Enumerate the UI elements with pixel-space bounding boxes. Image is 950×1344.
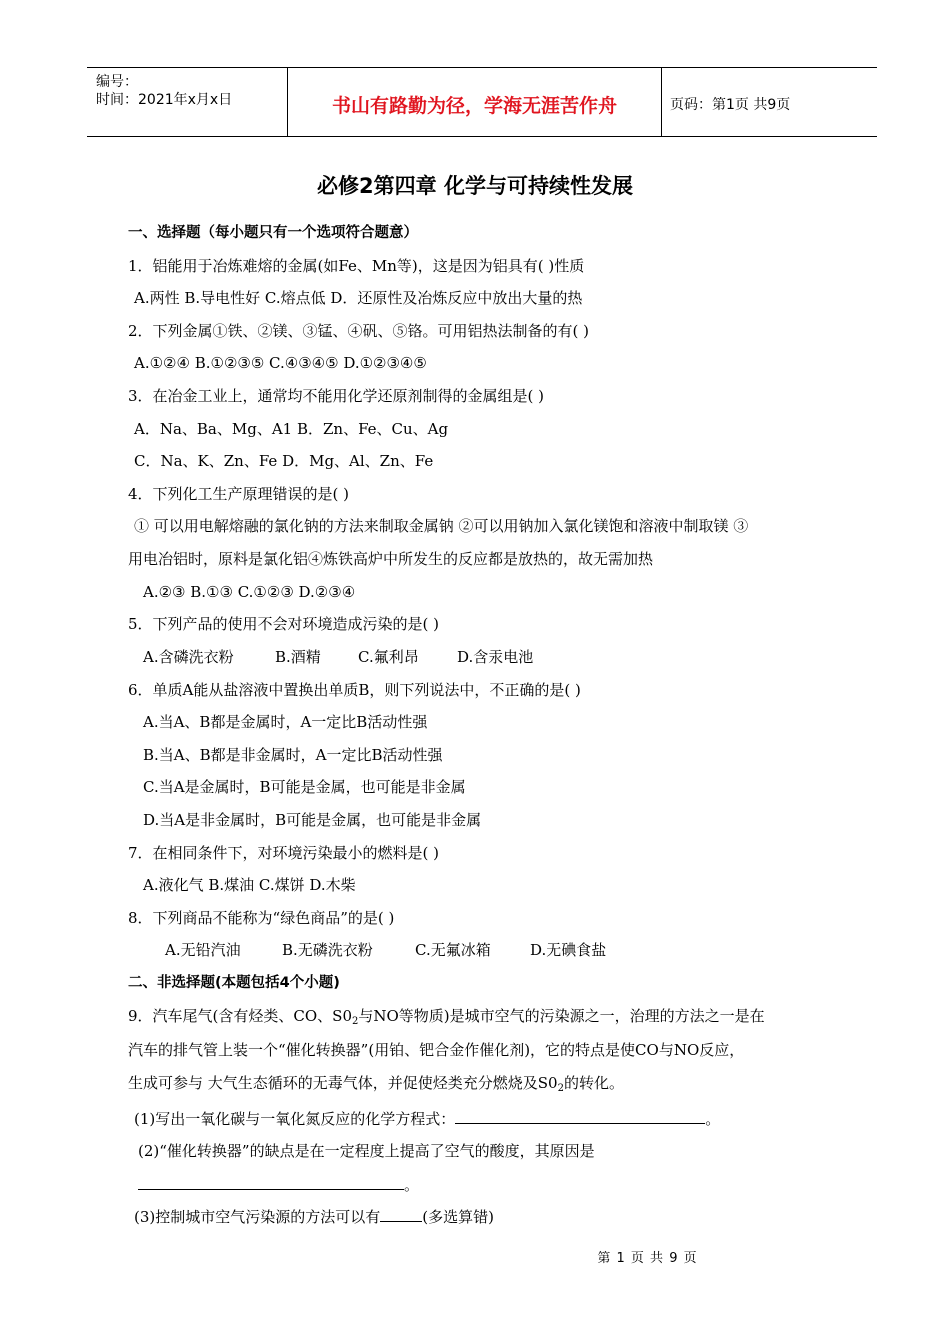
header-page-info: 页码：第1页 共9页 [670,96,791,113]
time-label: 时间：2021年x月x日 [96,92,233,108]
option-d: D.含汞电池 [457,648,534,666]
question-7-options: A.液化气 B.煤油 C.煤饼 D.木柴 [143,876,356,894]
text-fragment: (1)写出一氧化碳与一氧化氮反应的化学方程式： [134,1110,456,1128]
answer-blank[interactable] [380,1206,422,1222]
question-9-part-3 [134,1206,494,1227]
question-5-options [143,647,533,667]
text-fragment: 。 [705,1110,721,1128]
question-1-stem: 1．铝能用于冶炼难熔的金属(如Fe、Mn等)，这是因为铝具有( )性质 [128,257,585,275]
header-meta [87,68,287,136]
option-a: A.无铅汽油 [165,941,241,959]
answer-blank[interactable] [455,1108,705,1124]
header-divider [661,68,662,136]
subscript: 2 [352,1016,359,1027]
question-9-part-2-answer [138,1174,419,1195]
option-b: B.无磷洗衣粉 [282,941,373,959]
question-2-options: A.①②④ B.①②③⑤ C.④③④⑤ D.①②③④⑤ [134,354,427,372]
text-fragment: 9．汽车尾气(含有烃类、CO、S0 [128,1007,352,1025]
question-4-statements: 用电冶铝时，原料是氯化铝④炼铁高炉中所发生的反应都是放热的，故无需加热 [128,550,654,568]
answer-blank[interactable] [138,1174,404,1190]
page-footer: 第 1 页 共 9 页 [597,1251,698,1266]
question-9-text: 汽车的排气管上装一个“催化转换器”(用铂、钯合金作催化剂)，它的特点是使CO与NO反应， [128,1041,745,1059]
question-7-stem: 7．在相同条件下，对环境污染最小的燃料是( ) [128,844,440,862]
question-5-stem: 5．下列产品的使用不会对环境造成污染的是( ) [128,615,440,633]
text-fragment: 的转化。 [563,1074,624,1092]
question-8-stem: 8．下列商品不能称为“绿色商品”的是( ) [128,909,395,927]
question-4-stem: 4．下列化工生产原理错误的是( ) [128,485,350,503]
question-4-statements: ① 可以用电解熔融的氯化钠的方法来制取金属钠 ②可以用钠加入氯化镁饱和溶液中制取镁 ③ [134,517,749,535]
question-6-option-b: B.当A、B都是非金属时，A一定比B活动性强 [143,746,443,764]
question-9-text [128,1006,765,1026]
section-heading: 一、选择题（每小题只有一个选项符合题意） [128,225,418,241]
header-motto: 书山有路勤为径，学海无涯苦作舟 [331,95,617,117]
question-9-text [128,1073,624,1093]
question-8-options [165,940,606,960]
question-3-options: A．Na、Ba、Mg、A1 B．Zn、Fe、Cu、Ag [134,420,449,438]
option-a: A.含磷洗衣粉 [143,648,234,666]
question-6-option-a: A.当A、B都是金属时，A一定比B活动性强 [143,713,428,731]
option-c: C.氟利昂 [358,648,419,666]
text-fragment: (3)控制城市空气污染源的方法可以有 [134,1208,381,1226]
subscript: 2 [557,1083,564,1094]
question-6-option-d: D.当A是非金属时，B可能是金属，也可能是非金属 [143,811,482,829]
question-6-option-c: C.当A是金属时，B可能是金属，也可能是非金属 [143,778,466,796]
question-9-part-1 [134,1108,720,1129]
question-4-options: A.②③ B.①③ C.①②③ D.②③④ [143,583,356,601]
text-fragment: 生成可参与 大气生态循环的无毒气体，并促使烃类充分燃烧及S0 [128,1074,558,1092]
option-c: C.无氟冰箱 [415,941,491,959]
text-fragment: 与NO等物质)是城市空气的污染源之一，治理的方法之一是在 [358,1007,765,1025]
serial-label: 编号： [96,74,138,90]
question-6-stem: 6．单质A能从盐溶液中置换出单质B，则下列说法中，不正确的是( ) [128,681,581,699]
section-heading: 二、非选择题(本题包括4个小题) [128,975,340,991]
document-header [87,67,877,137]
option-b: B.酒精 [275,648,321,666]
question-3-stem: 3．在冶金工业上，通常均不能用化学还原剂制得的金属组是( ) [128,387,545,405]
page-title: 必修2第四章 化学与可持续性发展 [317,174,633,198]
question-3-options: C．Na、K、Zn、Fe D．Mg、Al、Zn、Fe [134,452,434,470]
option-d: D.无碘食盐 [530,941,607,959]
text-fragment: 。 [404,1176,420,1194]
question-2-stem: 2．下列金属①铁、②镁、③锰、④矾、⑤铬。可用铝热法制备的有( ) [128,322,590,340]
question-1-options: A.两性 B.导电性好 C.熔点低 D．还原性及冶炼反应中放出大量的热 [134,289,583,307]
text-fragment: (多选算错) [422,1208,494,1226]
question-9-part-2: (2)“催化转换器”的缺点是在一定程度上提高了空气的酸度，其原因是 [138,1142,595,1160]
